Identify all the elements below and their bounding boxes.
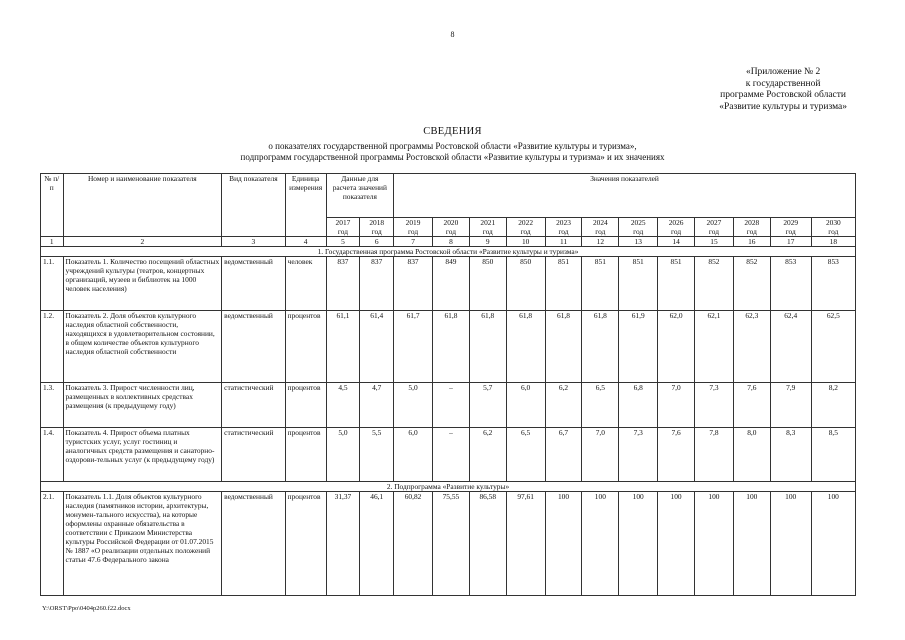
appendix-line: к государственной bbox=[745, 78, 821, 89]
column-number: 4 bbox=[285, 237, 326, 247]
year-number: 2028 bbox=[744, 218, 760, 227]
column-number: 10 bbox=[506, 237, 545, 247]
year-word: год bbox=[828, 227, 839, 236]
indicator-value: 61,8 bbox=[582, 311, 619, 383]
column-number: 12 bbox=[582, 237, 619, 247]
indicator-value: 6,0 bbox=[394, 428, 433, 482]
indicator-value: 61,8 bbox=[506, 311, 545, 383]
header-name: Номер и наименование показателя bbox=[63, 174, 222, 237]
indicator-value: 7,3 bbox=[695, 383, 734, 428]
indicator-value: 850 bbox=[506, 257, 545, 311]
table-row bbox=[41, 383, 856, 428]
year-number: 2021 bbox=[480, 218, 496, 227]
indicator-value: 31,37 bbox=[326, 492, 360, 596]
column-number: 6 bbox=[360, 237, 394, 247]
indicator-value: 62,5 bbox=[811, 311, 855, 383]
year-word: год bbox=[337, 227, 348, 236]
table-row bbox=[41, 311, 856, 383]
document-title: СВЕДЕНИЯ bbox=[423, 126, 482, 137]
indicator-value: 7,8 bbox=[695, 428, 734, 482]
indicator-type: статистический bbox=[222, 428, 285, 482]
year-header bbox=[811, 218, 855, 237]
indicator-value: 61,1 bbox=[326, 311, 360, 383]
appendix-line: программе Ростовской области bbox=[720, 90, 847, 100]
year-number: 2018 bbox=[369, 218, 385, 227]
indicator-value: 46,1 bbox=[360, 492, 394, 596]
indicator-value: 8,3 bbox=[770, 428, 811, 482]
indicator-value: 6,0 bbox=[506, 383, 545, 428]
year-number: 2030 bbox=[825, 218, 841, 227]
indicator-type: ведомственный bbox=[222, 257, 285, 311]
indicator-value: 7,3 bbox=[619, 428, 658, 482]
column-number: 18 bbox=[811, 237, 855, 247]
indicator-type: ведомственный bbox=[222, 311, 285, 383]
column-number: 8 bbox=[433, 237, 470, 247]
section-row bbox=[41, 247, 856, 257]
year-word: год bbox=[445, 227, 456, 236]
indicator-value: 8,0 bbox=[733, 428, 770, 482]
year-header bbox=[394, 218, 433, 237]
indicator-value: 100 bbox=[695, 492, 734, 596]
indicator-value: 61,9 bbox=[619, 311, 658, 383]
indicator-value: 6,5 bbox=[582, 383, 619, 428]
table-row bbox=[41, 492, 856, 596]
indicator-value: 61,8 bbox=[433, 311, 470, 383]
indicator-value: 100 bbox=[770, 492, 811, 596]
indicator-name: Показатель 4. Прирост объема платных туристских услуг, услуг гостиниц и аналогичных средств размещения и санаторно-оздорови-тельных услуг (к предыдущему году) bbox=[63, 428, 222, 482]
indicator-unit: процентов bbox=[285, 428, 326, 482]
year-number: 2022 bbox=[518, 218, 534, 227]
indicator-value: 75,55 bbox=[433, 492, 470, 596]
subtitle-line: подпрограмм государственной программы Ростовской области «Развитие культуры и туризма» и их значениях bbox=[240, 152, 665, 162]
indicator-value: 853 bbox=[811, 257, 855, 311]
appendix-line: «Развитие культуры и туризма» bbox=[719, 101, 847, 112]
column-number: 1 bbox=[41, 237, 64, 247]
year-header bbox=[582, 218, 619, 237]
year-number: 2017 bbox=[335, 218, 351, 227]
year-word: год bbox=[408, 227, 419, 236]
column-numbers-row bbox=[41, 237, 856, 247]
indicator-name: Показатель 1.1. Доля объектов культурного наследия (памятников истории, архитектуры, монумен-тального искусства), на которые оформлены охранные обязательства в соответствии с Приказом Министерства культуры Российской Федерации от 01.07.2015 № 1887 «О реализации отдельных положений статьи 47.6 Федерального закона bbox=[63, 492, 222, 596]
section-title: 1. Государственная программа Ростовской области «Развитие культуры и туризма» bbox=[41, 247, 856, 257]
indicator-unit: процентов bbox=[285, 311, 326, 383]
indicator-value: 5,0 bbox=[326, 428, 360, 482]
indicator-value: 837 bbox=[360, 257, 394, 311]
indicator-name: Показатель 3. Прирост численности лиц, размещенных в коллективных средствах размещения (к предыдущему году) bbox=[63, 383, 222, 428]
year-word: год bbox=[671, 227, 682, 236]
column-number: 11 bbox=[545, 237, 582, 247]
year-number: 2023 bbox=[556, 218, 571, 227]
subtitle-line: о показателях государственной программы Ростовской области «Развитие культуры и туризма», bbox=[268, 141, 637, 151]
indicator-value: 5,0 bbox=[394, 383, 433, 428]
indicator-value: 850 bbox=[469, 257, 506, 311]
column-number: 13 bbox=[619, 237, 658, 247]
year-header bbox=[695, 218, 734, 237]
year-number: 2019 bbox=[405, 218, 421, 227]
indicator-value: 62,0 bbox=[658, 311, 695, 383]
column-number: 7 bbox=[394, 237, 433, 247]
column-number: 17 bbox=[770, 237, 811, 247]
section-row bbox=[41, 482, 856, 492]
indicator-value: 837 bbox=[394, 257, 433, 311]
year-word: год bbox=[520, 227, 531, 236]
indicator-value: 7,9 bbox=[770, 383, 811, 428]
indicator-value: 8,2 bbox=[811, 383, 855, 428]
column-number: 16 bbox=[733, 237, 770, 247]
indicator-value: 61,8 bbox=[545, 311, 582, 383]
indicator-value: – bbox=[433, 383, 470, 428]
year-word: год bbox=[708, 227, 719, 236]
appendix-note bbox=[719, 67, 847, 113]
indicator-value: 851 bbox=[658, 257, 695, 311]
year-word: год bbox=[633, 227, 644, 236]
indicator-value: 7,6 bbox=[658, 428, 695, 482]
indicator-value: 6,8 bbox=[619, 383, 658, 428]
year-word: год bbox=[482, 227, 493, 236]
indicator-value: – bbox=[433, 428, 470, 482]
indicator-value: 86,58 bbox=[469, 492, 506, 596]
indicator-value: 4,7 bbox=[360, 383, 394, 428]
appendix-line: «Приложение № 2 bbox=[745, 67, 821, 77]
document-subtitle bbox=[0, 141, 905, 163]
table-row bbox=[41, 257, 856, 311]
header-values: Значения показателей bbox=[394, 174, 856, 218]
header-type: Вид показателя bbox=[222, 174, 285, 237]
year-number: 2029 bbox=[783, 218, 799, 227]
indicator-unit: человек bbox=[285, 257, 326, 311]
indicator-value: 5,7 bbox=[469, 383, 506, 428]
indicator-value: 7,0 bbox=[582, 428, 619, 482]
row-num: 1.4. bbox=[41, 428, 64, 482]
year-header bbox=[733, 218, 770, 237]
indicator-value: 100 bbox=[658, 492, 695, 596]
indicator-value: 849 bbox=[433, 257, 470, 311]
column-number: 5 bbox=[326, 237, 360, 247]
year-word: год bbox=[595, 227, 606, 236]
indicator-name: Показатель 1. Количество посещений областных учреждений культуры (театров, концертных организаций, музеев и библиотек на 1000 человек населения) bbox=[63, 257, 222, 311]
indicator-value: 100 bbox=[619, 492, 658, 596]
indicator-value: 851 bbox=[582, 257, 619, 311]
year-word: год bbox=[746, 227, 757, 236]
indicator-value: 7,6 bbox=[733, 383, 770, 428]
row-num: 1.1. bbox=[41, 257, 64, 311]
indicator-value: 852 bbox=[695, 257, 734, 311]
indicator-type: статистический bbox=[222, 383, 285, 428]
year-number: 2027 bbox=[706, 218, 722, 227]
indicator-type: ведомственный bbox=[222, 492, 285, 596]
indicator-value: 7,0 bbox=[658, 383, 695, 428]
year-word: год bbox=[558, 227, 569, 236]
indicator-value: 837 bbox=[326, 257, 360, 311]
page-number: 8 bbox=[450, 30, 455, 39]
indicator-value: 100 bbox=[545, 492, 582, 596]
header-num: № п/п bbox=[41, 174, 64, 237]
indicator-value: 852 bbox=[733, 257, 770, 311]
column-number: 9 bbox=[469, 237, 506, 247]
indicator-value: 851 bbox=[619, 257, 658, 311]
year-header bbox=[433, 218, 470, 237]
row-num: 2.1. bbox=[41, 492, 64, 596]
row-num: 1.2. bbox=[41, 311, 64, 383]
indicator-value: 6,2 bbox=[545, 383, 582, 428]
column-number: 3 bbox=[222, 237, 285, 247]
table-row bbox=[41, 428, 856, 482]
table-body bbox=[41, 247, 856, 596]
header-calc: Данные для расчета значений показателя bbox=[326, 174, 394, 218]
year-number: 2026 bbox=[668, 218, 684, 227]
row-num: 1.3. bbox=[41, 383, 64, 428]
header-unit: Единица измерения bbox=[285, 174, 326, 237]
indicator-value: 97,61 bbox=[506, 492, 545, 596]
indicator-value: 61,4 bbox=[360, 311, 394, 383]
indicator-value: 8,5 bbox=[811, 428, 855, 482]
indicator-value: 6,5 bbox=[506, 428, 545, 482]
indicator-value: 6,7 bbox=[545, 428, 582, 482]
column-number: 14 bbox=[658, 237, 695, 247]
indicator-name: Показатель 2. Доля объектов культурного наследия областной собственности, находящихся в удовлетворительном состоянии, в общем количестве объектов культурного наследия областной собственности bbox=[63, 311, 222, 383]
indicators-table bbox=[40, 173, 856, 596]
indicator-unit: процентов bbox=[285, 492, 326, 596]
indicator-value: 61,7 bbox=[394, 311, 433, 383]
year-number: 2024 bbox=[592, 218, 608, 227]
indicator-value: 5,5 bbox=[360, 428, 394, 482]
year-header bbox=[770, 218, 811, 237]
year-header bbox=[619, 218, 658, 237]
indicator-value: 853 bbox=[770, 257, 811, 311]
year-number: 2020 bbox=[443, 218, 459, 227]
year-header bbox=[545, 218, 582, 237]
indicator-value: 62,4 bbox=[770, 311, 811, 383]
year-header bbox=[469, 218, 506, 237]
year-number: 2025 bbox=[630, 218, 646, 227]
indicator-value: 100 bbox=[811, 492, 855, 596]
section-title: 2. Подпрограмма «Развитие культуры» bbox=[41, 482, 856, 492]
file-path-footer: Y:\ORST\Ppo\0404p260.f22.docx bbox=[42, 605, 131, 612]
indicator-value: 100 bbox=[582, 492, 619, 596]
indicator-value: 60,82 bbox=[394, 492, 433, 596]
indicator-value: 851 bbox=[545, 257, 582, 311]
indicator-value: 62,3 bbox=[733, 311, 770, 383]
year-header bbox=[658, 218, 695, 237]
column-number: 15 bbox=[695, 237, 734, 247]
indicator-unit: процентов bbox=[285, 383, 326, 428]
indicator-value: 6,2 bbox=[469, 428, 506, 482]
year-word: год bbox=[371, 227, 382, 236]
indicator-value: 100 bbox=[733, 492, 770, 596]
indicator-value: 62,1 bbox=[695, 311, 734, 383]
indicator-value: 4,5 bbox=[326, 383, 360, 428]
column-number: 2 bbox=[63, 237, 222, 247]
year-header bbox=[326, 218, 360, 237]
indicator-value: 61,8 bbox=[469, 311, 506, 383]
year-header bbox=[360, 218, 394, 237]
year-word: год bbox=[785, 227, 796, 236]
year-header bbox=[506, 218, 545, 237]
